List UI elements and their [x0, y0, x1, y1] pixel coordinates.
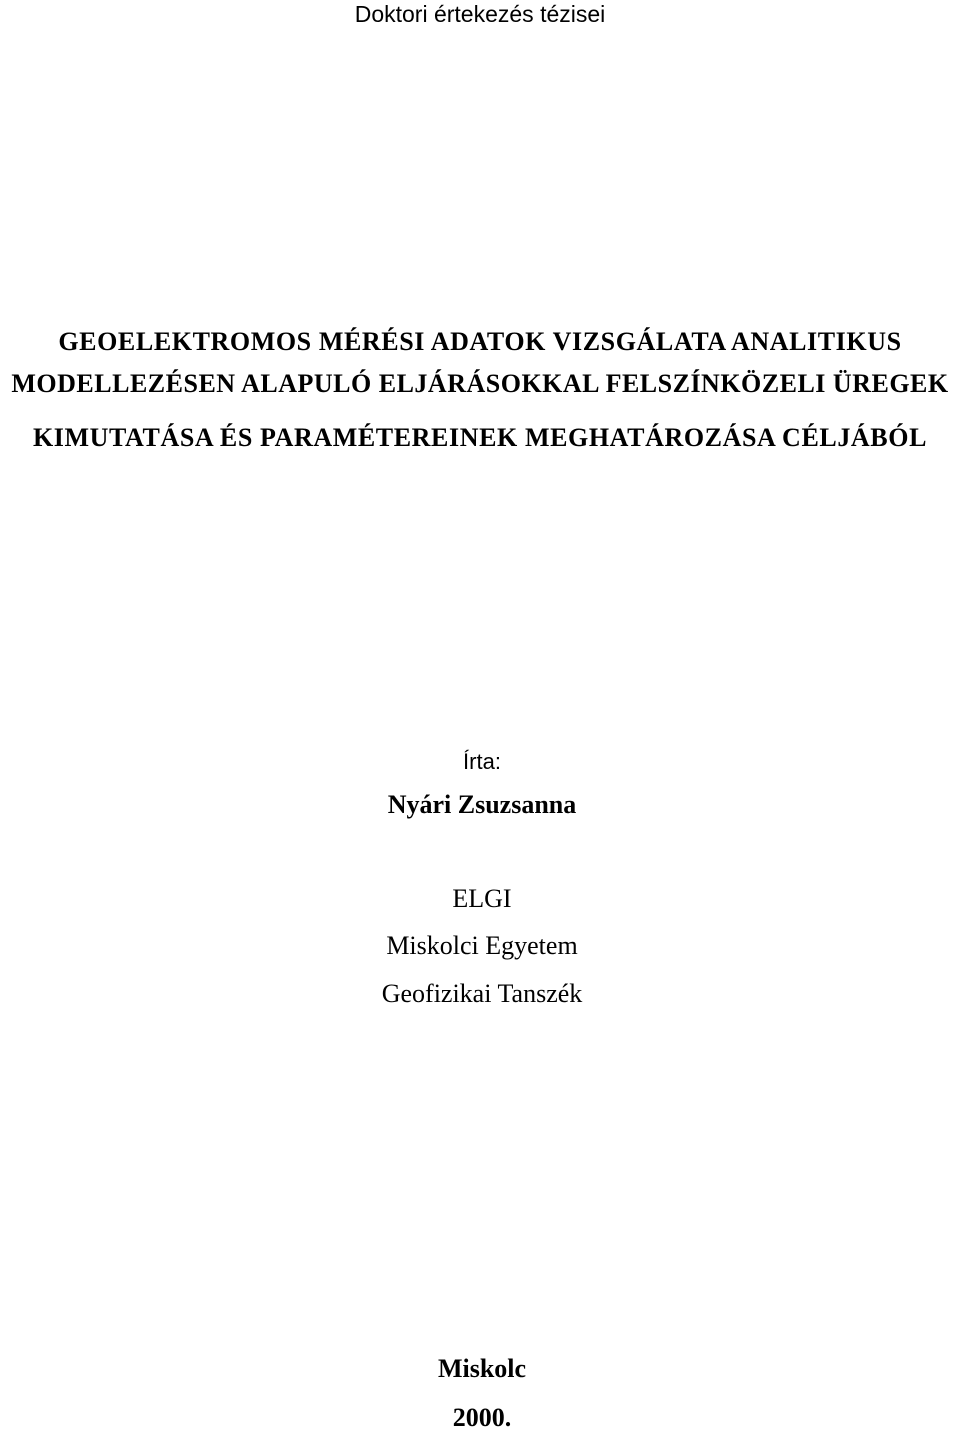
- title-line-2: MODELLEZÉSEN ALAPULÓ ELJÁRÁSOKKAL FELSZÍNKÖZELI ÜREGEK: [11, 369, 949, 398]
- title-line-1: GEOELEKTROMOS MÉRÉSI ADATOK VIZSGÁLATA ANALITIKUS: [58, 327, 902, 356]
- author-name: Nyári Zsuzsanna: [387, 790, 577, 819]
- affiliation-line-1: ELGI: [452, 884, 512, 913]
- affiliation-line-3: Geofizikai Tanszék: [381, 979, 583, 1008]
- publication-place: Miskolc: [437, 1354, 527, 1383]
- publication-year: 2000.: [452, 1403, 512, 1432]
- author-label: Írta:: [463, 749, 501, 774]
- running-header: Doktori értekezés tézisei: [354, 1, 606, 27]
- title-line-3: KIMUTATÁSA ÉS PARAMÉTEREINEK MEGHATÁROZÁSA CÉLJÁBÓL: [32, 423, 928, 452]
- affiliation-line-2: Miskolci Egyetem: [386, 931, 578, 960]
